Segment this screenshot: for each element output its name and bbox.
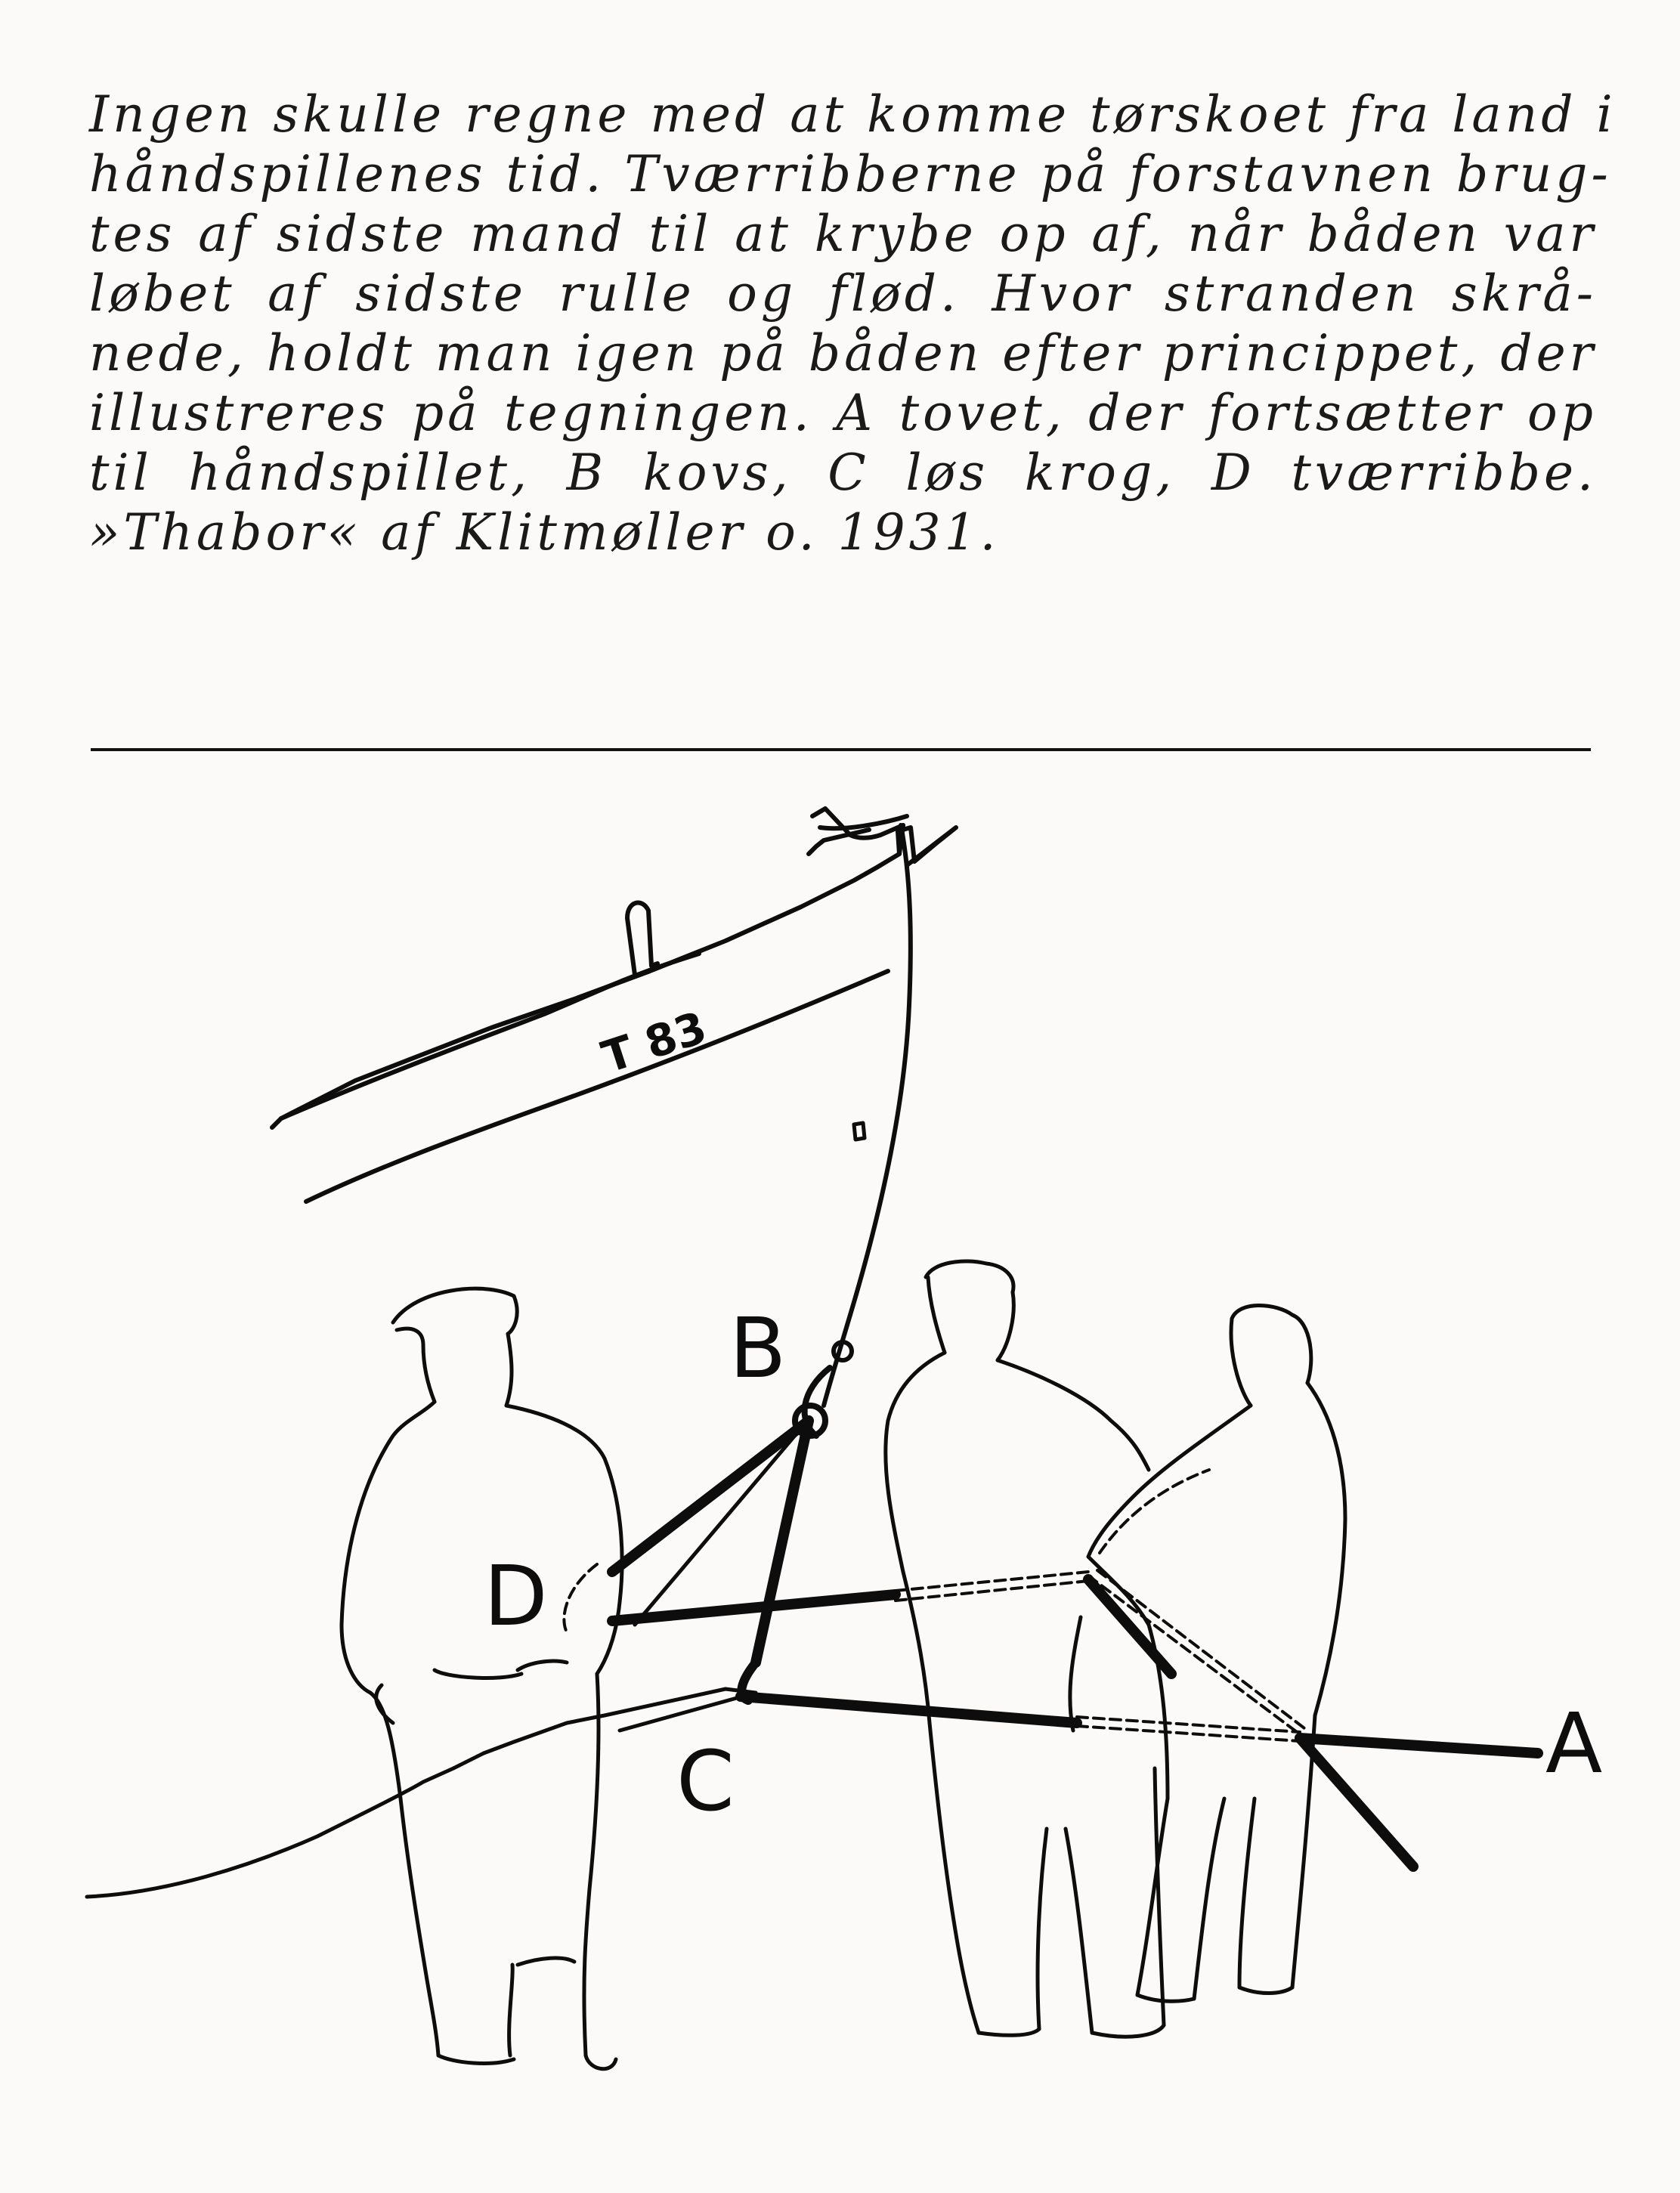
label-c: C xyxy=(676,1733,735,1830)
caption-line: illustreres på tegningen. A tovet, der fortsætter op xyxy=(89,384,1597,442)
left-man-figure xyxy=(342,1288,622,2069)
caption-line: tes af sidste mand til at krybe op af, når båden var xyxy=(89,205,1597,263)
caption-line: håndspillenes tid. Tværribberne på forstavnen brug- xyxy=(89,145,1612,203)
right-man-figure xyxy=(1088,1306,1345,2002)
boat-bow xyxy=(272,809,956,1406)
registration-mark: T 83 xyxy=(596,1001,713,1084)
caption-line: Ingen skulle regne med at komme tørskoet fra land i xyxy=(89,85,1617,144)
caption-line: til håndspillet, B kovs, C løs krog, D tværribbe. xyxy=(89,444,1597,502)
caption-line: løbet af sidste rulle og flød. Hvor stranden skrå- xyxy=(89,264,1597,323)
label-d: D xyxy=(484,1548,548,1644)
kovs-shackle xyxy=(795,1342,852,1436)
label-a: A xyxy=(1545,1695,1603,1792)
ground-rope xyxy=(87,1689,726,1897)
caption-line: »Thabor« af Klitmøller o. 1931. xyxy=(89,503,1000,561)
middle-man-figure xyxy=(886,1261,1164,2037)
caption-line: nede, holdt man igen på båden efter princippet, der xyxy=(89,324,1598,382)
label-b: B xyxy=(729,1300,787,1397)
